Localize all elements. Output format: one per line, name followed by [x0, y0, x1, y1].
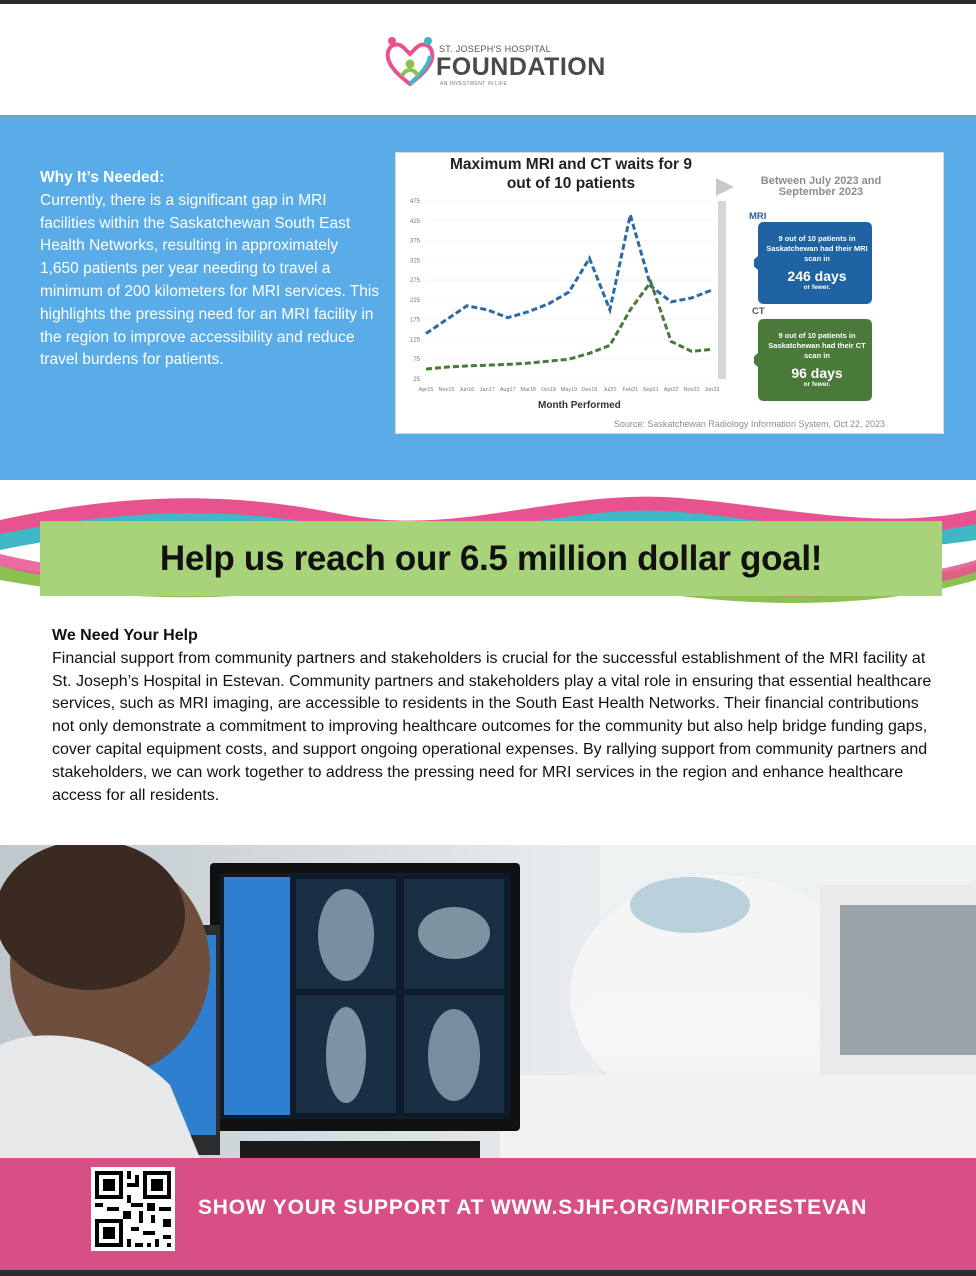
chart-title: Maximum MRI and CT waits for 9 out of 10 patients	[449, 156, 692, 192]
help-section	[52, 625, 942, 807]
series-line-ct	[426, 282, 712, 369]
y-tick-label: 275	[409, 278, 420, 285]
y-tick-label: 325	[409, 258, 420, 265]
chart-plot-area	[396, 193, 736, 398]
y-tick-label: 25	[413, 377, 420, 383]
heart-family-logo-icon	[384, 34, 436, 88]
x-tick-label: Apr15	[418, 387, 434, 393]
x-tick-label: Feb21	[622, 387, 639, 393]
logo-hospital-name: ST. JOSEPH'S HOSPITAL	[439, 44, 551, 54]
y-tick-label: 225	[409, 297, 420, 304]
mri-label: MRI	[749, 211, 767, 222]
y-tick-label: 475	[409, 199, 420, 205]
goal-banner-text: Help us reach our 6.5 million dollar goal!	[159, 539, 823, 578]
why-needed-body: Currently, there is a significant gap in MRI facilities within the Saskatchewan South East Health Networks, resulting in approximately 1,650 patients per year needing to travel a minimum of 200 kilometers for MRI services. This highlights the pressing need for an MRI facility in the region to improve accessibility and reduce travel burdens for patients.	[40, 191, 380, 369]
mri-workstation-photo	[0, 845, 976, 1158]
x-tick-label: Jun16	[459, 387, 475, 393]
x-tick-label: Nov15	[438, 387, 455, 393]
mri-callout-days: 246 days	[787, 268, 847, 284]
x-axis-title: Month Performed	[538, 400, 621, 411]
photo-illustration	[0, 845, 976, 1158]
x-tick-label: Jan17	[479, 387, 495, 393]
y-tick-label: 425	[409, 218, 420, 225]
y-tick-label: 375	[409, 238, 420, 245]
logo-foundation-word: FOUNDATION	[436, 53, 606, 81]
top-border	[0, 0, 976, 4]
mri-callout-text: 9 out of 10 patients in Saskatchewan had their MRI scan in	[766, 234, 868, 263]
x-tick-label: Aug17	[499, 387, 516, 393]
logo-tagline: AN INVESTMENT IN LIFE	[440, 81, 508, 87]
mri-callout-suffix: or fewer.	[803, 284, 831, 291]
x-tick-label: Mar18	[520, 387, 536, 393]
y-tick-label: 125	[409, 337, 420, 344]
help-body: Financial support from community partners and stakeholders is crucial for the successful establishment of the MRI facility at St. Joseph’s Hospital in Estevan. Community partners and stakeholders play a vital role in ensuring that essential healthcare services, such as MRI imaging, are accessible to residents in the South East Health Networks. Their financial contributions not only demonstrate a commitment to improving healthcare outcomes for the community but also help bridge funding gaps, cover capital equipment costs, and support ongoing operational expenses. By rallying support from community partners and stakeholders, we can work together to address the pressing need for MRI services in the region and enhance healthcare access for all residents.	[52, 649, 932, 804]
x-tick-label: Oct18	[541, 387, 556, 393]
why-needed-text	[40, 167, 380, 372]
x-tick-label: Sep21	[642, 387, 659, 393]
x-tick-label: Jul20	[603, 387, 617, 393]
wait-times-chart	[395, 152, 944, 434]
qr-code-icon[interactable]	[91, 1167, 175, 1251]
support-url-text[interactable]: SHOW YOUR SUPPORT AT WWW.SJHF.ORG/MRIFORESTEVAN	[198, 1196, 868, 1219]
why-needed-section	[0, 115, 976, 480]
ct-callout-days: 96 days	[791, 365, 843, 381]
x-tick-label: Dec19	[581, 387, 598, 393]
series-line-mri	[426, 215, 712, 334]
ct-label: CT	[752, 306, 765, 317]
chart-source: Source: Saskatchewan Radiology Information System, Oct 22, 2023	[613, 419, 885, 429]
why-needed-title: Why It’s Needed:	[40, 169, 165, 186]
ct-callout	[754, 319, 872, 397]
mri-callout	[754, 222, 872, 300]
x-tick-label: May19	[560, 387, 578, 393]
chart-period: Between July 2023 and September 2023	[760, 175, 882, 198]
y-tick-label: 75	[413, 357, 420, 364]
ct-callout-text: 9 out of 10 patients in Saskatchewan had their CT scan in	[768, 331, 866, 360]
ct-callout-suffix: or fewer.	[803, 381, 831, 388]
y-tick-label: 175	[409, 317, 420, 324]
foundation-logo	[384, 34, 604, 90]
x-tick-label: Apr22	[663, 387, 679, 393]
help-title: We Need Your Help	[52, 627, 198, 644]
period-highlight	[718, 201, 726, 379]
support-footer	[0, 1158, 976, 1270]
bottom-border	[0, 1270, 976, 1276]
x-tick-label: Nov22	[683, 387, 700, 393]
goal-banner	[40, 521, 942, 596]
x-tick-label: Jun23	[704, 387, 720, 393]
